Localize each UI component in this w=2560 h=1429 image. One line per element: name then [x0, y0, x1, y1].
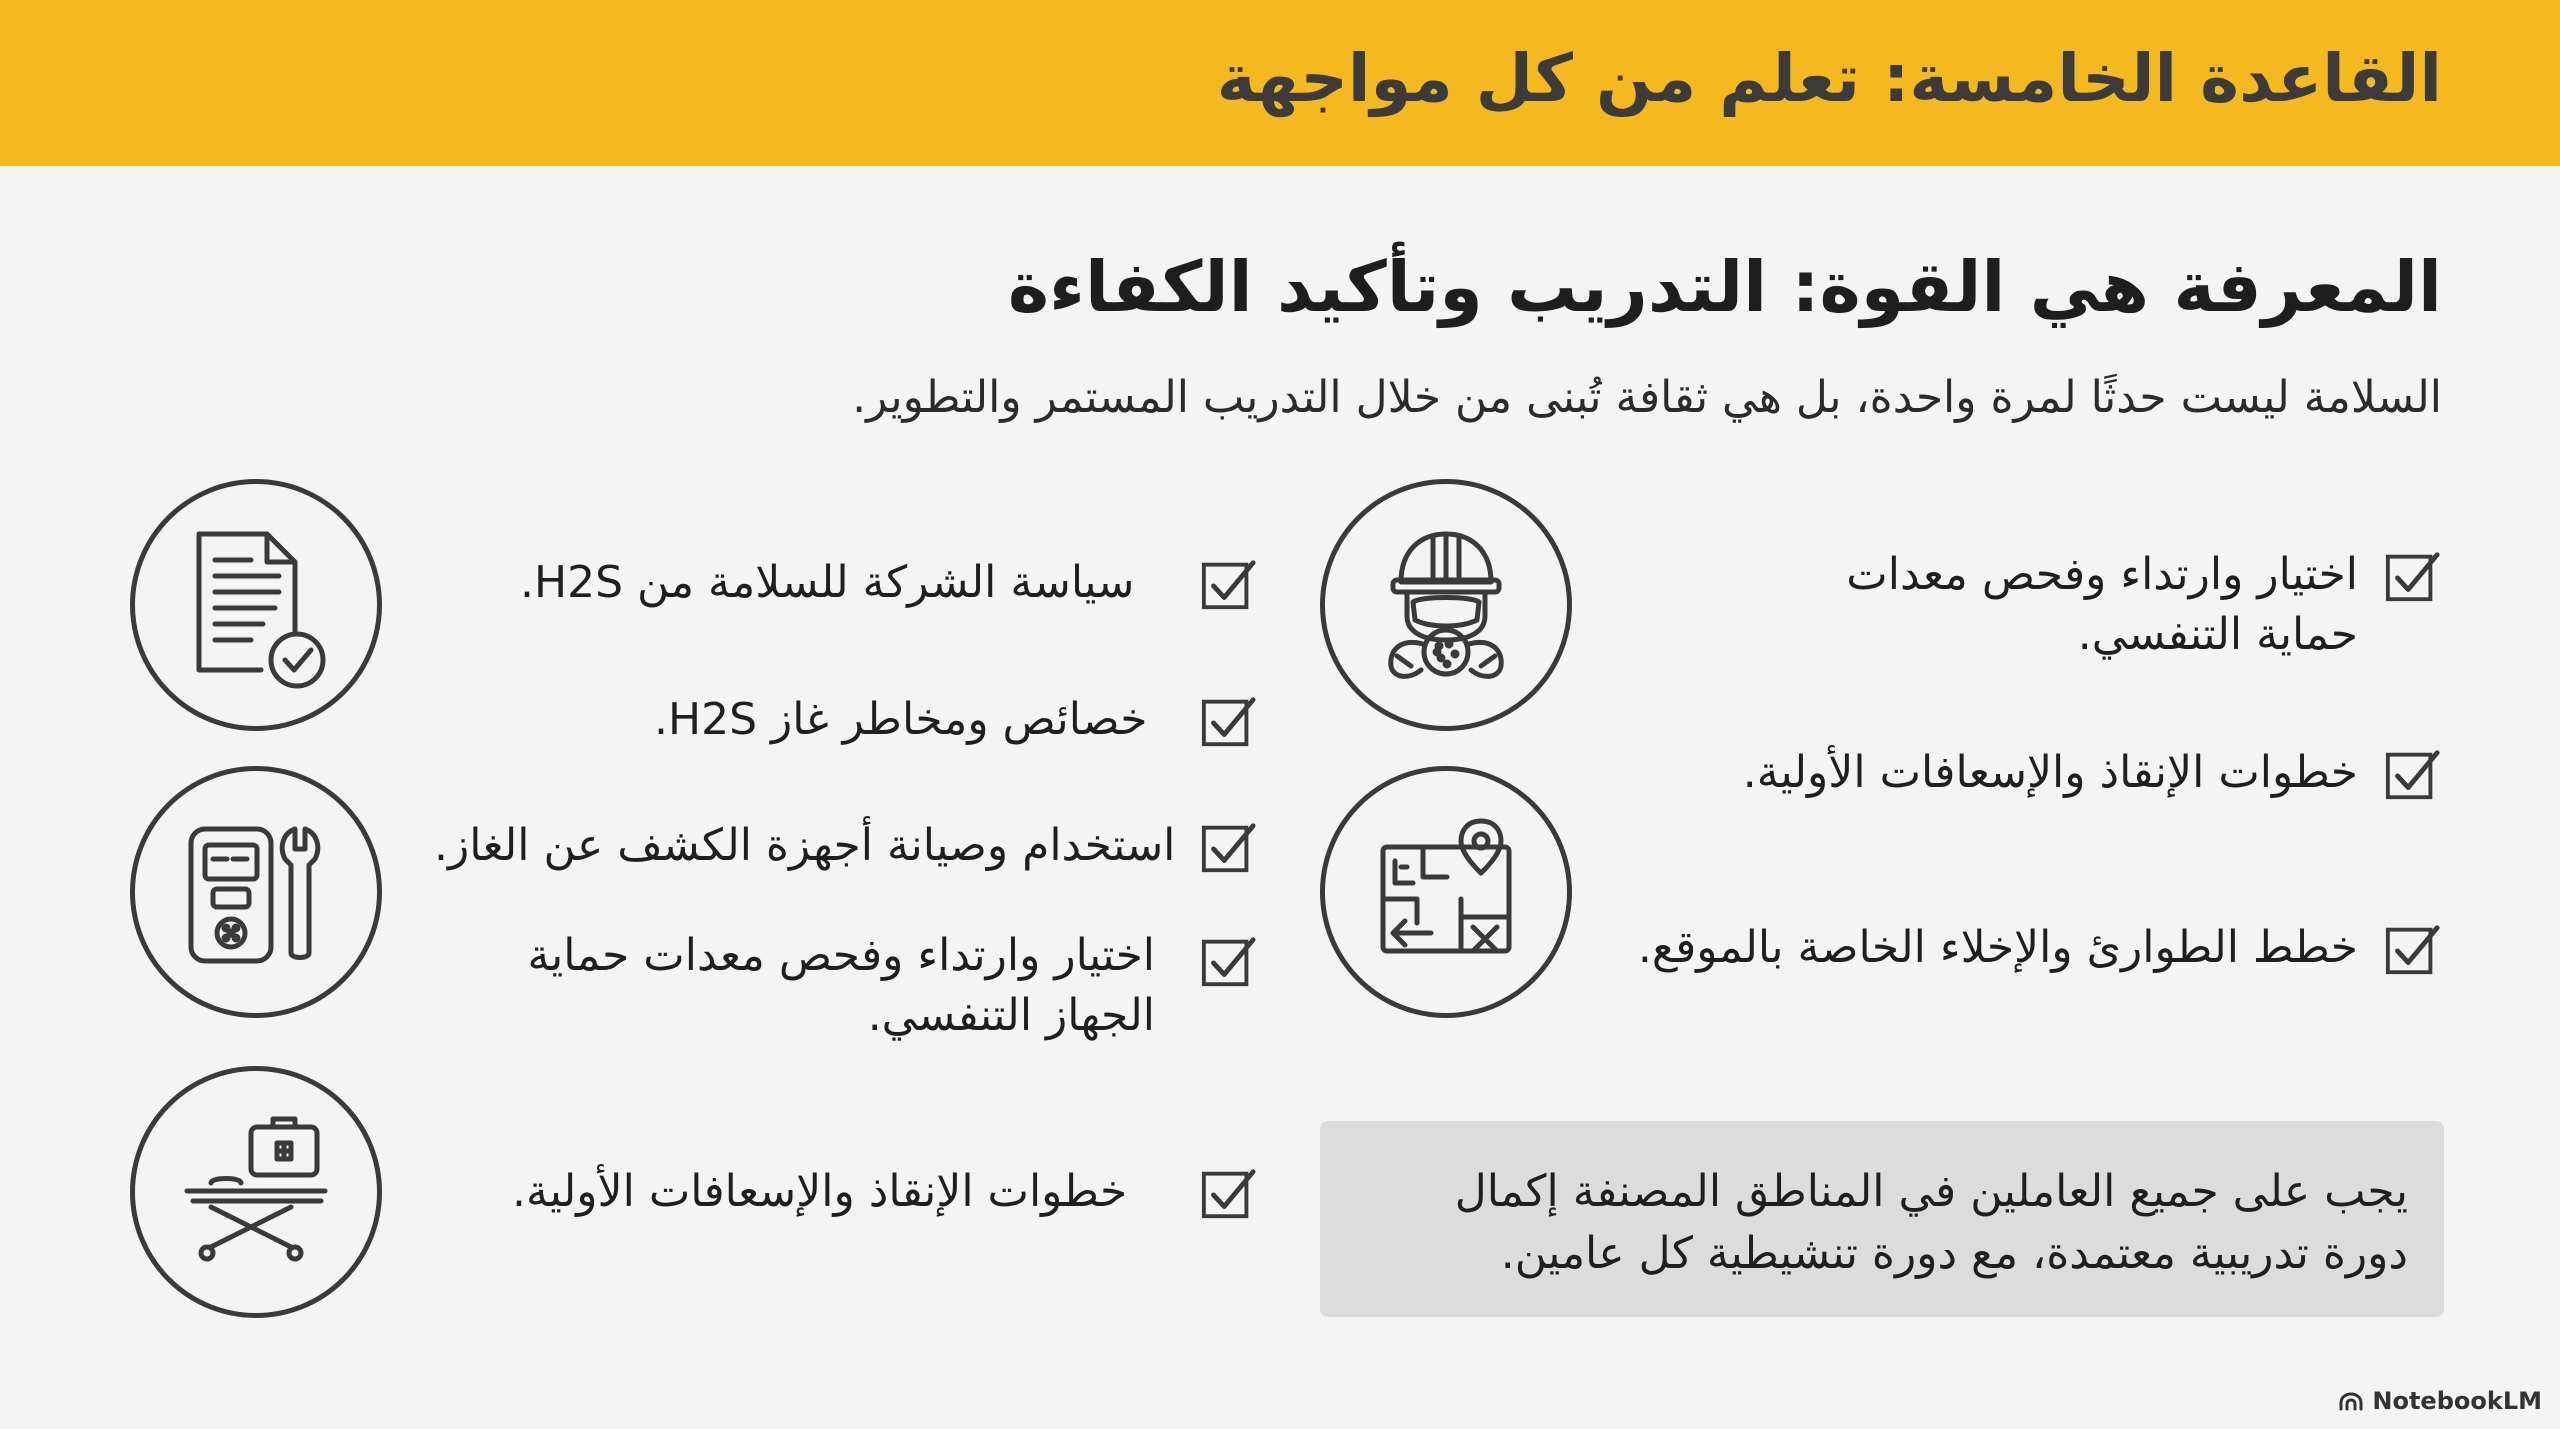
checkbox-checked-icon [2384, 920, 2442, 978]
left-item-3-text: استخدام وصيانة أجهزة الكشف عن الغاز. [434, 820, 1176, 871]
right-item-3-text: خطط الطوارئ والإخلاء الخاصة بالموقع. [1637, 922, 2358, 973]
page-subtitle: السلامة ليست حدثًا لمرة واحدة، بل هي ثقافة تُبنى من خلال التدريب المستمر والتطوير. [852, 372, 2442, 423]
left-item-1-text: سياسة الشركة للسلامة من H2S. [520, 557, 1135, 608]
right-item-2-text: خطوات الإنقاذ والإسعافات الأولية. [1742, 747, 2358, 798]
left-item-4-text: اختيار وارتداء وفحص معدات حماية الجهاز التنفسي. [527, 930, 1155, 1041]
left-item-3 [434, 816, 1175, 876]
checkbox-checked-icon [1200, 555, 1258, 613]
checkbox-checked-icon [1200, 1164, 1258, 1222]
right-item-3 [1638, 918, 2442, 978]
checkbox-checked-icon [2384, 745, 2442, 803]
header-bar [0, 0, 2560, 166]
page-title: المعرفة هي القوة: التدريب وتأكيد الكفاءة [1007, 246, 2442, 328]
left-item-2 [654, 690, 1147, 750]
respirator-circle [1320, 479, 1572, 731]
gas-detector-wrench-icon [171, 807, 341, 977]
left-item-5-text: خطوات الإنقاذ والإسعافات الأولية. [512, 1166, 1128, 1217]
policy-document-icon [171, 520, 341, 690]
left-item-4 [410, 926, 1155, 1046]
right-item-2 [1743, 743, 2442, 803]
checkbox-checked-icon [1200, 692, 1258, 750]
policy-circle [130, 479, 382, 731]
left-item-1 [520, 553, 1134, 613]
header-title: القاعدة الخامسة: تعلم من كل مواجهة [1216, 40, 2442, 117]
notebooklm-logo-icon [2338, 1391, 2364, 1411]
checkbox-checked-icon [1200, 932, 1258, 990]
stretcher-circle [130, 1066, 382, 1318]
detector-circle [130, 766, 382, 1018]
training-requirement-note: يجب على جميع العاملين في المناطق المصنفة إكمال دورة تدريبية معتمدة، مع دورة تنشيطية كل عامين. [1320, 1121, 2444, 1317]
watermark-label: NotebookLM [2372, 1387, 2542, 1415]
notebooklm-watermark [2338, 1387, 2542, 1415]
left-item-5 [512, 1162, 1127, 1222]
evacuation-circle [1320, 766, 1572, 1018]
checkbox-checked-icon [1200, 818, 1258, 876]
evacuation-map-icon [1361, 807, 1531, 977]
checkbox-checked-icon [2384, 547, 2442, 605]
left-item-2-text: خصائص ومخاطر غاز H2S. [654, 694, 1148, 745]
right-item-1-text: اختيار وارتداء وفحص معدات حماية التنفسي. [1846, 549, 2358, 660]
right-item-1 [1802, 545, 2442, 665]
respirator-helmet-icon [1361, 520, 1531, 690]
stretcher-first-aid-icon [171, 1107, 341, 1277]
